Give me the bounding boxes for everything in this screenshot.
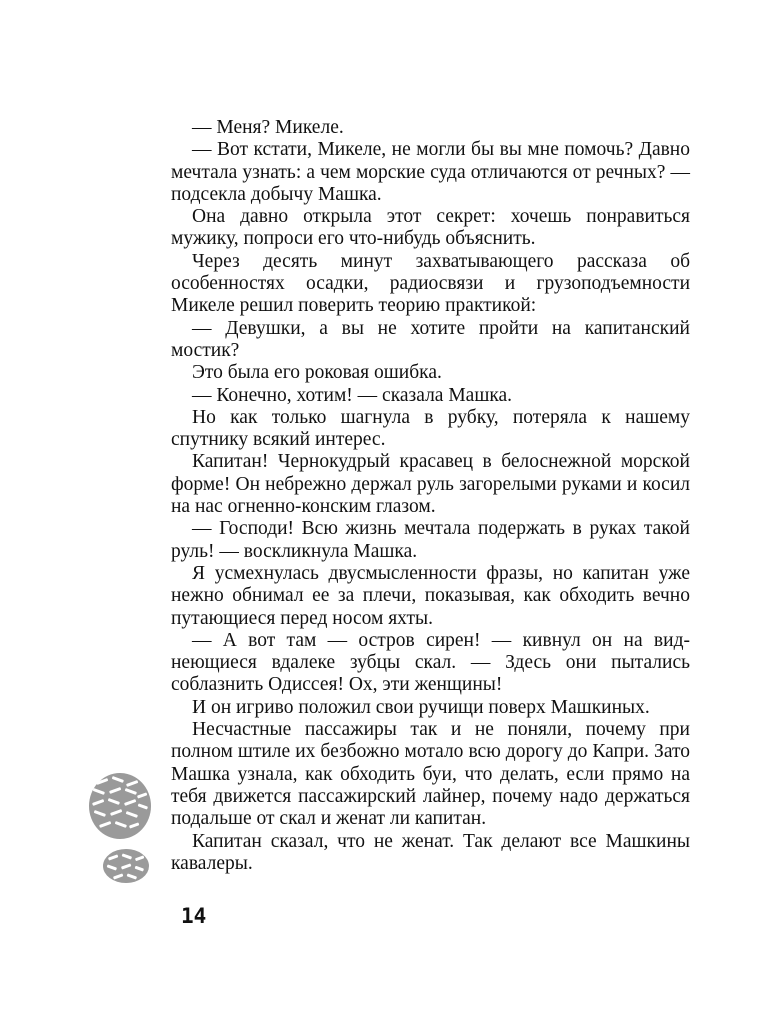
paragraph: Но как только шагнула в рубку, потеряла к нашему спутнику всякий интерес. — [171, 406, 690, 451]
paragraph: — Меня? Микеле. — [192, 117, 344, 138]
paragraph: — Девушки, а вы не хотите пройти на капитанский мостик? — [171, 317, 690, 361]
paragraph: — А вот там — остров сирен! — кивнул он на виднеющиеся вдалеке зубцы скал. — Здесь они пытались соблазнить Одиссея! Ох, эти женщины! — [171, 629, 690, 696]
paragraph: Через десять минут захватывающего рассказа об особенностях осадки, радиосвязи и грузоподъемности Микеле решил поверить теорию практикой: — [171, 250, 690, 317]
paragraph: Она давно открыла этот секрет: хочешь понравиться мужику, попроси его что-нибудь объяснить. — [171, 206, 690, 250]
paragraph: И он игриво положил свои ручищи поверх Машкиных. — [192, 696, 650, 718]
paragraph: — Господи! Всю жизнь мечтала подержать в руках такой руль! — воскликнула Машка. — [171, 518, 690, 562]
boot-print-icon — [82, 770, 162, 890]
paragraph: Это была его роковая ошибка. — [192, 362, 442, 384]
paragraph: Капитан! Чернокудрый красавец в белоснежной морской форме! Он небрежно держал руль загорелыми руками и косил на нас огненно-конским глазом. — [171, 451, 690, 518]
paragraph: Капитан сказал, что не женат. Так делают все Машкины кавалеры. — [171, 830, 690, 874]
paragraph: — Конечно, хотим! — сказала Машка. — [192, 384, 513, 406]
paragraph: Я усмехнулась двусмысленности фразы, но капитан уже нежно обнимал ее за плечи, показывая, как обходить вечно путающиеся перед носом яхты. — [171, 562, 690, 629]
paragraph: Несчастные пассажиры так и не поняли, почему при полном штиле их безбожно мотало всю дорогу до Капри. Зато Машка узнала, как обходить буи, что делать, если прямо на тебя движется пассажирский лайнер, почему надо держаться подальше от скал и женат ли капитан. — [171, 719, 690, 830]
body-text — [171, 117, 690, 875]
paragraph: — Вот кстати, Микеле, не могли бы вы мне помочь? Давно мечтала узнать: а чем морские суда отличаются от речных? — подсекла добычу Машка. — [171, 139, 690, 205]
page-number: 14 — [181, 904, 207, 928]
